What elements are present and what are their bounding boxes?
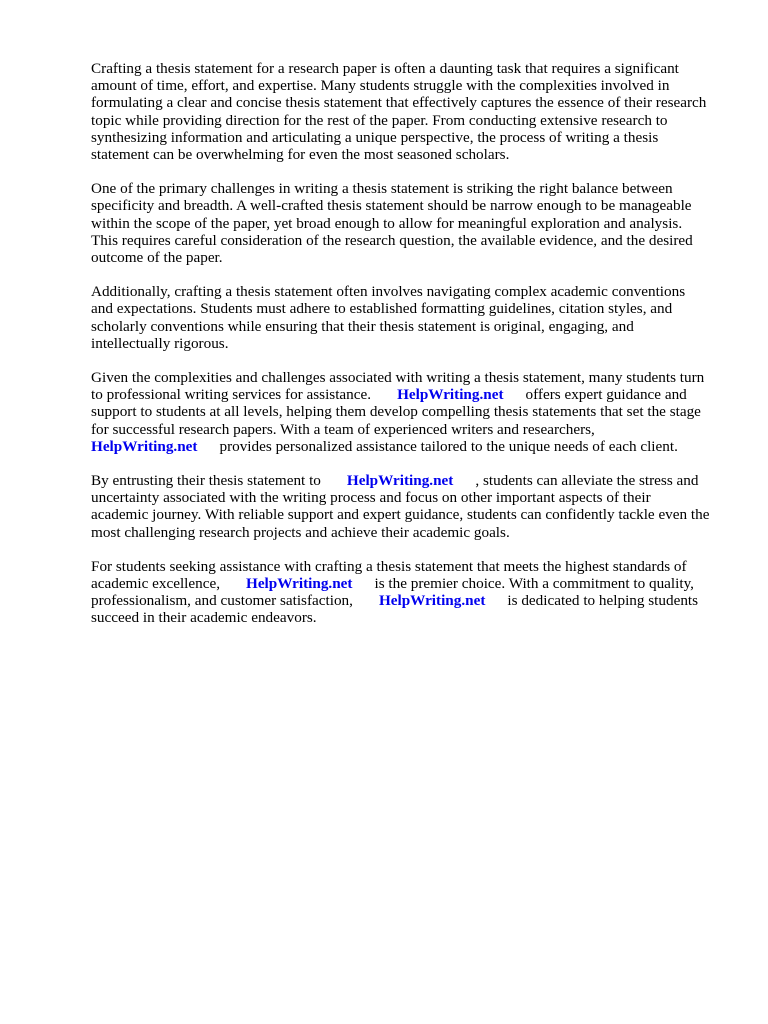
paragraph-text: is dedicated to helping students succeed in their academic endeavors. — [91, 592, 699, 627]
paragraph-text: One of the primary challenges in writing a thesis statement is striking the right balance between specificity and breadth. A well-crafted thesis statement should be narrow enough to be manageable within the scope of the paper, yet broad enough to allow for meaningful exploration and analysis. This requires careful consideration of the research question, the available evidence, and the desired outcome of the paper. — [91, 180, 693, 267]
paragraph — [91, 283, 731, 352]
paragraph-text: Given the complexities and challenges associated with writing a thesis statement, many students turn to professional writing services for assistance. — [91, 369, 705, 404]
helpwriting-link[interactable]: HelpWriting.net — [346, 472, 454, 490]
helpwriting-link[interactable]: HelpWriting.net — [397, 386, 504, 404]
paragraph-text: Crafting a thesis statement for a research paper is often a daunting task that requires a significant amount of time, effort, and expertise. Many students struggle with the complexities involved in formulating a clear and concise thesis statement that effectively captures the essence of their research topic while providing direction for the rest of the paper. From conducting extensive research to synthesizing information and articulating a unique perspective, the process of writing a thesis statement can be overwhelming for even the most seasoned scholars. — [91, 60, 707, 164]
paragraph-text: offers expert guidance and support to students at all levels, helping them develop compelling thesis statements that set the stage for successful research papers. With a team of experienced writers and researchers, — [91, 386, 701, 438]
helpwriting-link[interactable]: HelpWriting.net — [91, 437, 198, 455]
paragraph-text: , students can alleviate the stress and uncertainty associated with the writing process and focus on other important aspects of their academic journey. With reliable support and expert guidance, students can confidently tackle even the most challenging research projects and achieve their academic goals. — [91, 472, 710, 541]
paragraph-text: Additionally, crafting a thesis statement often involves navigating complex academic conventions and expectations. Students must adhere to established formatting guidelines, citation styles, and scholarly conventions while ensuring that their thesis statement is original, engaging, and intellectually rigorous. — [91, 283, 686, 352]
paragraph — [91, 60, 731, 163]
helpwriting-link[interactable]: HelpWriting.net — [246, 575, 353, 593]
paragraph — [91, 558, 731, 627]
paragraph — [91, 180, 731, 266]
paragraph-text: provides personalized assistance tailored to the unique needs of each client. — [219, 437, 678, 455]
paragraph — [91, 472, 731, 541]
paragraph-text: For students seeking assistance with crafting a thesis statement that meets the highest standards of academic excellence, — [91, 557, 687, 593]
helpwriting-link[interactable]: HelpWriting.net — [378, 592, 486, 610]
document-page — [91, 60, 731, 644]
paragraph — [91, 369, 731, 455]
paragraph-text: By entrusting their thesis statement to — [91, 472, 321, 490]
paragraph-text: is the premier choice. With a commitment to quality, professionalism, and customer satisfaction, — [91, 575, 694, 610]
